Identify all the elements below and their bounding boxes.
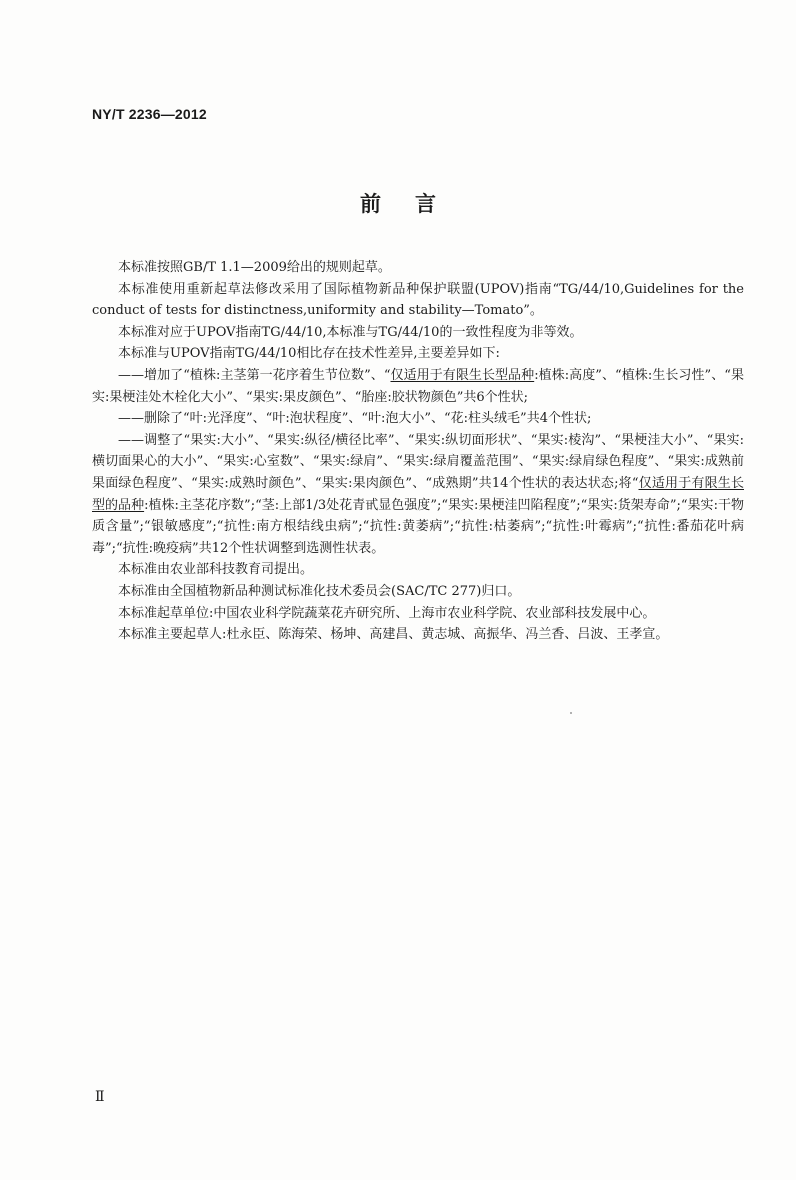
page-title: 前言 <box>360 192 470 216</box>
added-text-start: ——增加了“植株:主茎第一花序着生节位数”、“ <box>118 367 391 383</box>
list-item-added <box>92 365 744 408</box>
page-number: Ⅱ <box>95 1089 105 1105</box>
adjusted-underlined-text: 仅适用于有限生长型的品种 <box>92 475 744 513</box>
paragraph-drafting-units: 本标准起草单位:中国农业科学院蔬菜花卉研究所、上海市农业科学院、农业部科技发展中心。 <box>118 605 656 621</box>
paragraph-drafting-rules: 本标准按照GB/T 1.1—2009给出的规则起草。 <box>118 260 391 275</box>
foreword-body <box>92 257 744 646</box>
added-text-end: :植株:高度”、“植株:生长习性”、“果实:果梗洼处木栓化大小”、“果实:果皮颜色”、“胎座:胶状物颜色”共6个性状; <box>92 367 744 405</box>
paragraph-differences-intro: 本标准与UPOV指南TG/44/10相比存在技术性差异,主要差异如下: <box>118 346 500 362</box>
standard-number: NY/T 2236—2012 <box>92 106 207 122</box>
adjusted-text-end: :植株:主茎花序数”;“茎:上部1/3处花青甙显色强度”;“果实:果梗洼凹陷程度”;“果实:货架寿命”;“果实:干物质含量”;“银敏感度”;“抗性:南方根结线虫病”;“抗性:黄萎病”;“抗性:枯萎病”;“抗性:叶霉病”;“抗性:番茄花叶病毒”;“抗性:晚疫病”共12个性状调整到选测性状表。 <box>92 497 744 556</box>
added-underlined-text: 仅适用于有限生长型品种 <box>390 367 535 383</box>
scan-speck <box>570 712 572 714</box>
paragraph-proposer: 本标准由农业部科技教育司提出。 <box>118 562 314 578</box>
list-item-deleted: ——删除了“叶:光泽度”、“叶:泡状程度”、“叶:泡大小”、“花:柱头绒毛”共4个性状; <box>118 411 592 427</box>
adjusted-text-start: ——调整了“果实:大小”、“果实:纵径/横径比率”、“果实:纵切面形状”、“果实:棱沟”、“果梗洼大小”、“果实:横切面果心的大小”、“果实:心室数”、“果实:绿肩”、“果实:绿肩覆盖范围”、“果实:绿肩绿色程度”、“果实:成熟前果面绿色程度”、“果实:成熟时颜色”、“果实:果肉颜色”、“成熟期”共14个性状的表达状态;将“ <box>92 432 744 491</box>
paragraph-adoption-method: 本标准使用重新起草法修改采用了国际植物新品种保护联盟(UPOV)指南“TG/44/10,Guidelines for the conduct of tests for distinctness,uniformity and stability—Tomato”。 <box>92 281 744 319</box>
paragraph-drafters: 本标准主要起草人:杜永臣、陈海荣、杨坤、高建昌、黄志城、高振华、冯兰香、吕波、王孝宣。 <box>118 627 669 643</box>
list-item-adjusted <box>92 430 744 560</box>
paragraph-committee: 本标准由全国植物新品种测试标准化技术委员会(SAC/TC 277)归口。 <box>118 583 521 599</box>
paragraph-correspondence: 本标准对应于UPOV指南TG/44/10,本标准与TG/44/10的一致性程度为非等效。 <box>118 324 583 340</box>
